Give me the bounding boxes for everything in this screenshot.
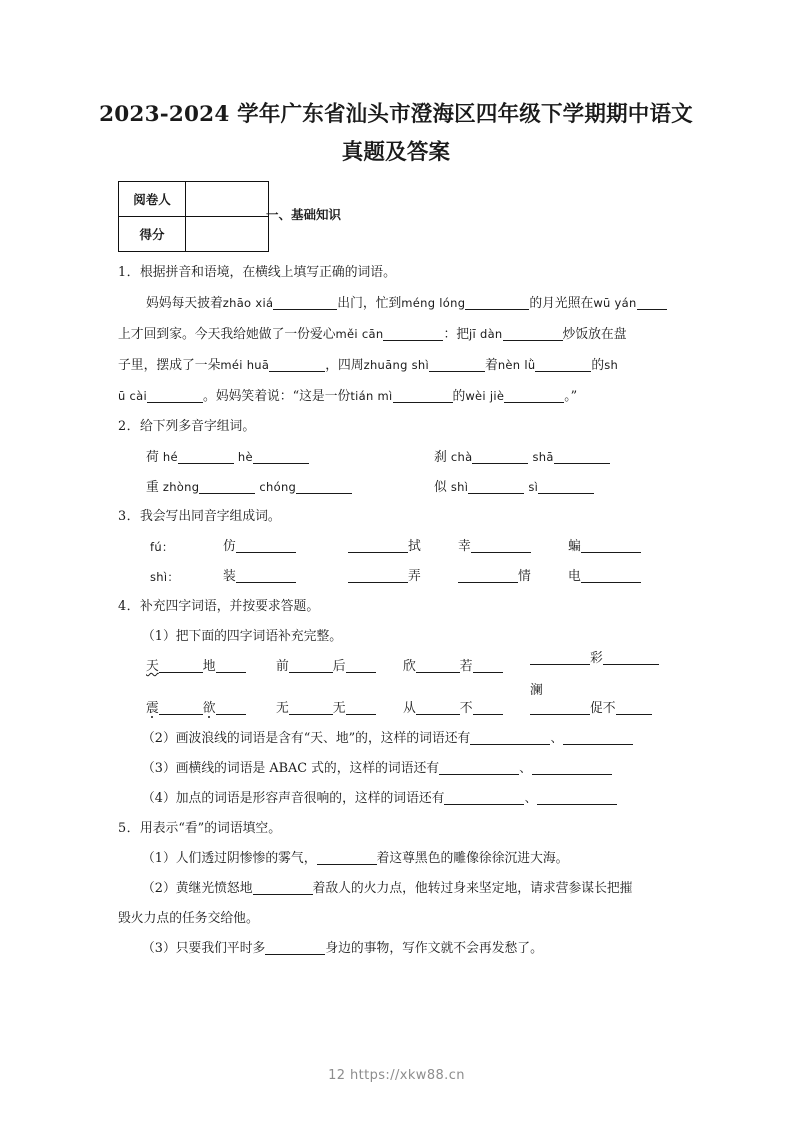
idiom-item	[146, 694, 246, 724]
answer-blank[interactable]	[269, 357, 325, 372]
idiom-char: 从	[403, 701, 416, 716]
answer-blank[interactable]	[346, 700, 376, 715]
score-label: 得分	[119, 217, 186, 252]
marker-value-cell[interactable]	[186, 182, 269, 217]
answer-blank[interactable]	[159, 658, 203, 673]
answer-blank[interactable]	[416, 700, 460, 715]
answer-blank[interactable]	[236, 568, 296, 583]
q2-right-group	[434, 472, 594, 503]
idiom-char: 彩	[590, 651, 603, 666]
question-2-text: 给下列多音字组词。	[139, 419, 256, 434]
question-5-sub-2	[118, 874, 678, 904]
question-4-prompt	[118, 592, 678, 622]
answer-blank[interactable]	[530, 700, 590, 715]
question-5-text: 用表示“看”的词语填空。	[139, 821, 282, 836]
idiom-item	[276, 652, 376, 682]
pinyin-group-label: shì：	[150, 570, 180, 584]
q3-item	[223, 562, 296, 592]
pinyin-reading: chóng	[259, 480, 297, 494]
idiom-char: 欣	[403, 659, 416, 674]
answer-blank[interactable]	[532, 760, 612, 775]
answer-blank[interactable]	[563, 730, 633, 745]
answer-blank[interactable]	[296, 479, 352, 494]
score-value-cell[interactable]	[186, 217, 269, 252]
q1-text-e: ：把	[443, 327, 470, 342]
pinyin-reading: shā	[532, 450, 554, 464]
question-5-prompt	[118, 814, 678, 844]
answer-blank[interactable]	[530, 650, 590, 665]
pinyin-reading: zhòng	[162, 480, 200, 494]
pinyin-zhao-xia: zhāo xiá	[222, 296, 274, 310]
question-3-prompt	[118, 502, 678, 532]
answer-blank[interactable]	[458, 568, 518, 583]
question-3-row-2	[118, 562, 678, 592]
q5-sub2-text-a: （2）黄继光愤怒地	[142, 881, 253, 896]
pinyin-reading: hé	[162, 450, 178, 464]
exam-content	[118, 258, 678, 964]
answer-blank[interactable]	[504, 388, 564, 403]
answer-blank[interactable]	[265, 940, 325, 955]
idiom-row-1	[118, 651, 678, 698]
pinyin-reading: shì	[450, 480, 469, 494]
question-2-number: 2．	[118, 419, 140, 434]
pinyin-reading: chà	[450, 450, 473, 464]
question-4-sub-2	[118, 724, 678, 754]
pinyin-mei-hua: méi huā	[220, 358, 270, 372]
idiom-char: 无	[276, 701, 289, 716]
answer-blank[interactable]	[346, 658, 376, 673]
answer-blank[interactable]	[253, 449, 309, 464]
pinyin-nen-lv: nèn lǜ	[497, 358, 536, 372]
question-4-number: 4．	[118, 599, 140, 614]
answer-blank[interactable]	[465, 295, 529, 310]
q4-sub4-text: （4）加点的词语是形容声音很响的，这样的词语还有	[142, 791, 445, 806]
q1-text-j: 的	[591, 358, 605, 373]
question-2-row-2	[118, 472, 678, 502]
q1-text-c: 的月光照在	[529, 296, 594, 311]
answer-blank[interactable]	[473, 700, 503, 715]
given-char: 情	[518, 569, 531, 584]
pinyin-meng-long: méng lóng	[401, 296, 466, 310]
answer-blank[interactable]	[581, 568, 641, 583]
q2-left-group	[146, 472, 352, 503]
marker-label: 阅卷人	[119, 182, 186, 217]
answer-blank[interactable]	[393, 388, 453, 403]
given-char: 仿	[223, 539, 236, 554]
q3-item	[568, 532, 641, 562]
answer-blank[interactable]	[216, 700, 246, 715]
answer-blank[interactable]	[472, 449, 528, 464]
q4-sub3-text: （3）画横线的词语是 ABAC 式的，这样的词语还有	[142, 761, 440, 776]
answer-blank[interactable]	[216, 658, 246, 673]
question-1-body-line-1	[118, 288, 678, 319]
table-row	[119, 217, 269, 252]
idiom-char: 不	[459, 701, 473, 716]
idiom-item	[276, 694, 376, 724]
question-5-sub-2-cont: 毁火力点的任务交给他。	[118, 911, 259, 926]
idiom-item	[403, 652, 503, 682]
answer-blank[interactable]	[535, 357, 591, 372]
answer-blank[interactable]	[348, 538, 408, 553]
polyphone-char: 重	[146, 480, 159, 495]
question-5-sub-3	[118, 934, 678, 964]
q1-text-a: 妈妈每天披着	[146, 296, 223, 311]
answer-blank[interactable]	[616, 700, 652, 715]
q5-sub1-text-b: 着这尊黑色的雕像徐徐沉进大海。	[376, 851, 569, 866]
q3-item	[348, 532, 421, 562]
answer-blank[interactable]	[429, 357, 485, 372]
question-2-row-1	[118, 442, 678, 472]
question-1-prompt	[118, 258, 678, 288]
answer-blank[interactable]	[581, 538, 641, 553]
answer-blank[interactable]	[473, 658, 503, 673]
answer-blank[interactable]	[444, 790, 524, 805]
question-2-prompt	[118, 412, 678, 442]
answer-blank[interactable]	[317, 850, 377, 865]
idiom-char-wrapped: 澜	[530, 683, 543, 698]
answer-blank[interactable]	[416, 658, 460, 673]
q5-sub2-text-b: 着敌人的火力点，他转过身来坚定地，请求营参谋长把摧	[312, 881, 633, 896]
answer-blank[interactable]	[468, 479, 524, 494]
pinyin-group-label: fú：	[150, 540, 174, 554]
question-1-body-line-2	[118, 319, 678, 350]
question-3-number: 3．	[118, 509, 140, 524]
question-1-body-line-3	[118, 350, 678, 381]
question-3-text: 我会写出同音字组成词。	[139, 509, 281, 524]
q1-text-f: 炒饭放在盘	[562, 327, 627, 342]
answer-blank[interactable]	[348, 568, 408, 583]
idiom-char: 地	[202, 659, 216, 674]
idiom-char: 前	[276, 659, 289, 674]
pinyin-tian-mi: tián mì	[350, 389, 393, 403]
separator: 、	[519, 761, 532, 776]
q1-text-d: 上才回到家。今天我给她做了一份爱心	[118, 327, 336, 342]
page-title-line1: 2023-2024 学年广东省汕头市澄海区四年级下学期期中语文	[99, 102, 693, 127]
score-table	[118, 181, 269, 252]
q5-sub3-text-a: （3）只要我们平时多	[142, 941, 266, 956]
answer-blank[interactable]	[236, 538, 296, 553]
given-char: 弄	[408, 569, 421, 584]
pinyin-reading: hè	[237, 450, 253, 464]
idiom-item	[403, 694, 503, 724]
answer-blank[interactable]	[538, 479, 594, 494]
section-heading: 一、基础知识	[266, 207, 342, 222]
polyphone-char: 似	[434, 480, 447, 495]
idiom-item-wrapped	[530, 644, 659, 674]
given-char: 蝙	[568, 539, 581, 554]
answer-blank[interactable]	[159, 700, 203, 715]
answer-blank[interactable]	[439, 760, 519, 775]
answer-blank[interactable]	[273, 295, 337, 310]
answer-blank[interactable]	[603, 650, 659, 665]
q1-text-b: 出门，忙到	[337, 296, 402, 311]
pinyin-shu-cai-part2: ū cài	[118, 389, 148, 403]
pinyin-reading: sì	[528, 480, 539, 494]
separator: 、	[550, 731, 564, 746]
q5-sub3-text-b: 身边的事物，写作文就不会再发愁了。	[325, 941, 543, 956]
q1-text-i: 着	[485, 358, 498, 373]
q1-text-h: ，四周	[325, 358, 364, 373]
idiom-char: 若	[459, 659, 473, 674]
q5-sub1-text-a: （1）人们透过阴惨惨的雾气，	[142, 851, 317, 866]
separator: 、	[524, 791, 538, 806]
answer-blank[interactable]	[178, 449, 234, 464]
table-row	[119, 182, 269, 217]
q3-item	[223, 532, 296, 562]
given-char: 电	[568, 569, 581, 584]
idiom-item	[146, 652, 246, 682]
answer-blank[interactable]	[289, 658, 333, 673]
pinyin-wei-jie: wèi jiè	[465, 389, 505, 403]
idiom-char: 无	[332, 701, 346, 716]
question-5-sub-1	[118, 844, 678, 874]
answer-blank[interactable]	[554, 449, 610, 464]
q1-text-k: 。妈妈笑着说：“这是一份	[203, 389, 351, 404]
answer-blank[interactable]	[199, 479, 255, 494]
q3-item	[458, 562, 531, 592]
q1-text-m: 。”	[564, 389, 578, 404]
idiom-row-2	[118, 694, 678, 724]
pinyin-ji-dan: jī dàn	[469, 327, 503, 341]
q3-item	[458, 532, 531, 562]
given-char: 拭	[408, 539, 421, 554]
answer-blank[interactable]	[537, 790, 617, 805]
question-1-body-line-4	[118, 381, 678, 412]
question-4-sub-3	[118, 754, 678, 784]
answer-blank[interactable]	[471, 538, 531, 553]
idiom-char-wavy: 天	[146, 659, 159, 674]
q1-text-g: 子里，摆成了一朵	[118, 358, 221, 373]
q3-item	[348, 562, 421, 592]
page-title	[96, 96, 696, 172]
pinyin-zhuang-shi: zhuāng shì	[363, 358, 430, 372]
polyphone-char: 荷	[146, 450, 159, 465]
given-char: 装	[223, 569, 236, 584]
pinyin-mei-can: měi cān	[335, 327, 384, 341]
question-1-text: 根据拼音和语境，在横线上填写正确的词语。	[139, 265, 396, 280]
question-1-number: 1．	[118, 265, 140, 280]
q4-sub2-text: （2）画波浪线的词语是含有“天、地”的，这样的词语还有	[142, 731, 471, 746]
q1-text-l: 的	[452, 389, 466, 404]
answer-blank[interactable]	[470, 730, 550, 745]
idiom-item	[530, 694, 652, 724]
answer-blank[interactable]	[253, 880, 313, 895]
question-4-sub-4	[118, 784, 678, 814]
idiom-char-dotted: 震	[146, 701, 159, 716]
question-4-sub-1: （1）把下面的四字词语补充完整。	[142, 629, 343, 644]
answer-blank[interactable]	[637, 295, 667, 310]
idiom-char: 促不	[590, 701, 616, 716]
question-5-number: 5．	[118, 821, 140, 836]
q3-item	[568, 562, 641, 592]
polyphone-char: 刹	[434, 450, 447, 465]
footer-watermark: 12 https://xkw88.cn	[328, 1068, 465, 1083]
q2-left-group	[146, 442, 309, 473]
page-title-line2: 真题及答案	[341, 140, 451, 165]
pinyin-shu-cai-part1: sh	[604, 358, 619, 372]
idiom-char-dotted: 欲	[202, 701, 216, 716]
answer-blank[interactable]	[147, 388, 203, 403]
answer-blank[interactable]	[503, 326, 563, 341]
idiom-char: 后	[332, 659, 346, 674]
given-char: 幸	[458, 539, 471, 554]
question-4-text: 补充四字词语，并按要求答题。	[139, 599, 320, 614]
pinyin-wu-yan: wū yán	[593, 296, 637, 310]
question-3-row-1	[118, 532, 678, 562]
answer-blank[interactable]	[289, 700, 333, 715]
answer-blank[interactable]	[383, 326, 443, 341]
q2-right-group	[434, 442, 610, 473]
